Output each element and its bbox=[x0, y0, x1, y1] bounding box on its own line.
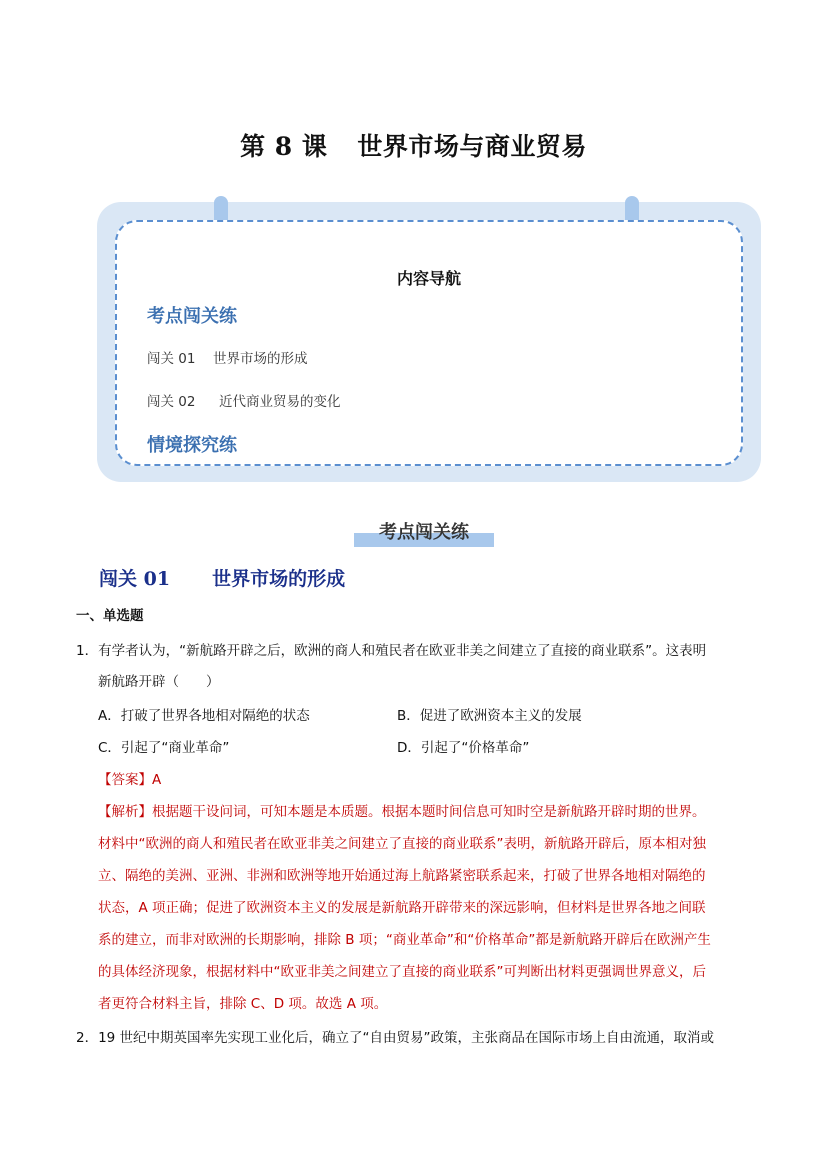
section-banner bbox=[354, 513, 494, 547]
nav-item-level-02[interactable] bbox=[147, 390, 341, 410]
q1-analysis-line: 者更符合材料主旨，排除 C、D 项。故选 A 项。 bbox=[98, 996, 388, 1012]
q1-analysis-line: 状态，A 项正确；促进了欧洲资本主义的发展是新航路开辟带来的深远影响，但材料是世界各地之间联 bbox=[98, 900, 706, 916]
q1-analysis-line: 系的建立，而非对欧洲的长期影响，排除 B 项；“商业革命”和“价格革命”都是新航路开辟后在欧洲产生 bbox=[98, 932, 711, 948]
q1-analysis-line: 【解析】根据题干设问词，可知本题是本质题。根据本题时间信息可知时空是新航路开辟时期的世界。 bbox=[98, 804, 706, 820]
nav-item-text: 近代商业贸易的变化 bbox=[219, 394, 341, 410]
q1-option-d: D．引起了“价格革命” bbox=[397, 740, 530, 756]
content-navigation-inner bbox=[115, 220, 743, 466]
q1-answer: 【答案】A bbox=[98, 772, 162, 788]
q1-analysis-line: 的具体经济现象，根据材料中“欧亚非美之间建立了直接的商业联系”可判断出材料更强调世界意义，后 bbox=[98, 964, 706, 980]
q1-option-a: A．打破了世界各地相对隔绝的状态 bbox=[98, 708, 310, 724]
level-name: 世界市场的形成 bbox=[212, 568, 346, 590]
q1-option-c: C．引起了“商业革命” bbox=[98, 740, 230, 756]
q2-stem-line1: 2．19 世纪中期英国率先实现工业化后，确立了“自由贸易”政策，主张商品在国际市场上自由流通，取消或 bbox=[76, 1030, 715, 1046]
nav-heading-checkpoint[interactable]: 考点闯关练 bbox=[147, 306, 237, 327]
lesson-number: 第 8 课 bbox=[240, 132, 328, 161]
nav-heading-scenario[interactable]: 情境探究练 bbox=[147, 435, 237, 456]
content-navigation-box bbox=[97, 202, 761, 482]
q1-option-b: B．促进了欧洲资本主义的发展 bbox=[397, 708, 582, 724]
question-type-heading: 一、单选题 bbox=[76, 608, 144, 624]
q1-stem-line2: 新航路开辟（ ） bbox=[98, 674, 220, 690]
q1-analysis-line: 材料中“欧洲的商人和殖民者在欧亚非美之间建立了直接的商业联系”表明，新航路开辟后，原本相对独 bbox=[98, 836, 706, 852]
nav-item-level-01[interactable] bbox=[147, 347, 308, 367]
level-heading bbox=[99, 564, 345, 591]
q1-analysis-line: 立、隔绝的美洲、亚洲、非洲和欧洲等地开始通过海上航路紧密联系起来，打破了世界各地相对隔绝的 bbox=[98, 868, 706, 884]
page-title bbox=[0, 127, 827, 163]
nav-item-label: 闯关 01 bbox=[147, 351, 196, 367]
q1-stem-line1: 1．有学者认为，“新航路开辟之后，欧洲的商人和殖民者在欧亚非美之间建立了直接的商业联系”。这表明 bbox=[76, 643, 707, 659]
lesson-name: 世界市场与商业贸易 bbox=[357, 132, 587, 161]
nav-item-label: 闯关 02 bbox=[147, 394, 196, 410]
nav-title: 内容导航 bbox=[396, 269, 461, 288]
level-label: 闯关 01 bbox=[99, 568, 171, 590]
banner-text: 考点闯关练 bbox=[379, 522, 469, 543]
nav-item-text: 世界市场的形成 bbox=[213, 351, 308, 367]
